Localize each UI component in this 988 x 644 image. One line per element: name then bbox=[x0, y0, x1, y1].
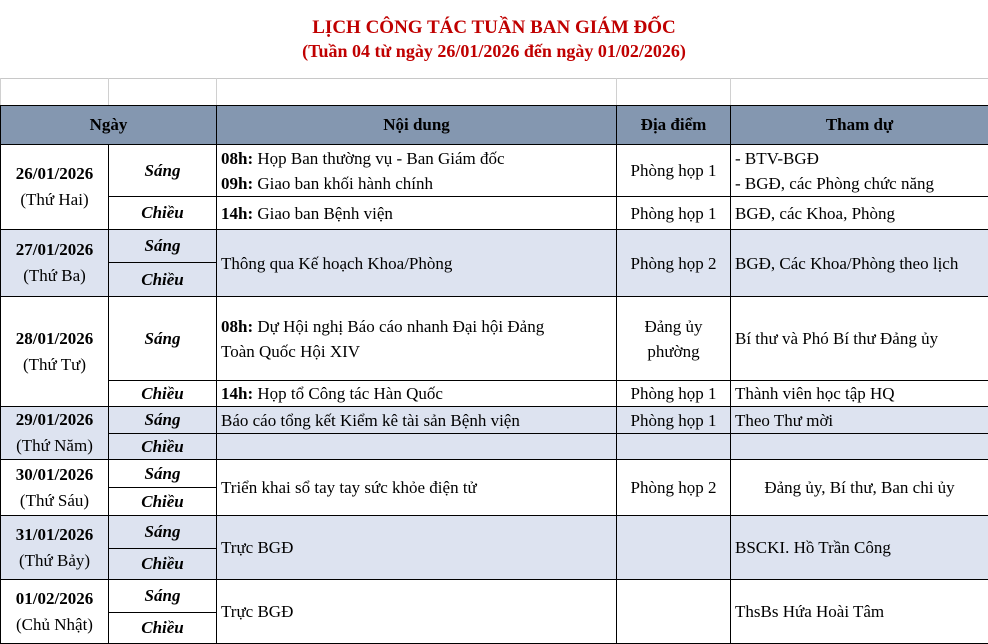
session-morning: Sáng bbox=[109, 230, 217, 263]
location-cell: Phòng họp 2 bbox=[617, 230, 731, 297]
weekday-label: (Thứ Năm) bbox=[16, 436, 93, 455]
attendees-cell: BGĐ, các Khoa, Phòng bbox=[731, 197, 988, 230]
location-cell: Phòng họp 1 bbox=[617, 407, 731, 434]
schedule-subtitle: (Tuần 04 từ ngày 26/01/2026 đến ngày 01/02/2026) bbox=[302, 41, 686, 61]
weekday-label: (Chủ Nhật) bbox=[16, 614, 93, 634]
time-label: 14h: bbox=[221, 384, 254, 403]
date-label: 28/01/2026 bbox=[15, 328, 94, 348]
content-cell: Triển khai sổ tay tay sức khỏe điện tử bbox=[217, 460, 617, 516]
date-cell bbox=[1, 145, 109, 230]
attendees-cell: BSCKI. Hồ Trần Công bbox=[731, 516, 988, 580]
attendees-cell bbox=[731, 434, 988, 460]
attendees-cell: ThsBs Hứa Hoài Tâm bbox=[731, 580, 988, 644]
content-cell bbox=[217, 145, 617, 197]
content-text: Giao ban khối hành chính bbox=[253, 173, 434, 193]
table-row bbox=[1, 297, 988, 381]
session-afternoon: Chiều bbox=[109, 434, 217, 460]
content-cell: Trực BGĐ bbox=[217, 516, 617, 580]
date-cell bbox=[1, 407, 109, 460]
attendees-cell: Bí thư và Phó Bí thư Đảng ủy bbox=[731, 297, 988, 381]
header-day: Ngày bbox=[1, 106, 217, 145]
session-afternoon: Chiều bbox=[109, 613, 217, 644]
location-cell: Phòng họp 1 bbox=[617, 381, 731, 407]
attendees-cell bbox=[731, 145, 988, 197]
location-cell: Phòng họp 1 bbox=[617, 197, 731, 230]
header-location: Địa điểm bbox=[617, 106, 731, 145]
attendees-cell: Đảng ủy, Bí thư, Ban chi ủy bbox=[731, 460, 988, 516]
session-morning: Sáng bbox=[109, 297, 217, 381]
location-cell bbox=[617, 297, 731, 381]
content-text: Họp Ban thường vụ - Ban Giám đốc bbox=[253, 148, 505, 168]
time-label: 14h: bbox=[221, 203, 254, 223]
date-label: 30/01/2026 bbox=[15, 464, 94, 484]
session-morning: Sáng bbox=[109, 145, 217, 197]
session-afternoon: Chiều bbox=[109, 197, 217, 230]
date-label: 01/02/2026 bbox=[15, 588, 94, 608]
date-label: 27/01/2026 bbox=[15, 240, 94, 259]
date-cell bbox=[1, 230, 109, 297]
location-cell bbox=[617, 516, 731, 580]
table-row bbox=[1, 407, 988, 434]
location-cell bbox=[617, 580, 731, 644]
attendee-line: - BTV-BGĐ bbox=[735, 148, 819, 168]
table-row bbox=[1, 516, 988, 549]
content-cell bbox=[217, 381, 617, 407]
time-label: 09h: bbox=[221, 173, 254, 193]
table-row bbox=[1, 145, 988, 197]
location-line: phường bbox=[647, 341, 700, 361]
weekday-label: (Thứ Ba) bbox=[23, 266, 86, 285]
location-line: Đảng ủy bbox=[644, 316, 703, 336]
table-row bbox=[1, 381, 988, 407]
content-cell: Trực BGĐ bbox=[217, 580, 617, 644]
content-text: Họp tổ Công tác Hàn Quốc bbox=[253, 384, 443, 403]
date-label: 29/01/2026 bbox=[15, 410, 94, 429]
session-afternoon: Chiều bbox=[109, 381, 217, 407]
content-cell bbox=[217, 434, 617, 460]
header-attendees: Tham dự bbox=[731, 106, 988, 145]
session-afternoon: Chiều bbox=[109, 263, 217, 297]
attendees-cell: Thành viên học tập HQ bbox=[731, 381, 988, 407]
date-cell bbox=[1, 297, 109, 407]
weekday-label: (Thứ Bảy) bbox=[18, 550, 91, 570]
content-cell bbox=[217, 197, 617, 230]
location-cell: Phòng họp 1 bbox=[617, 145, 731, 197]
time-label: 08h: bbox=[221, 316, 254, 336]
weekday-label: (Thứ Hai) bbox=[20, 190, 89, 209]
session-afternoon: Chiều bbox=[109, 549, 217, 580]
content-text: Giao ban Bệnh viện bbox=[253, 203, 393, 223]
attendees-cell: Theo Thư mời bbox=[731, 407, 988, 434]
attendees-cell: BGĐ, Các Khoa/Phòng theo lịch bbox=[731, 230, 988, 297]
schedule-title: LỊCH CÔNG TÁC TUẦN BAN GIÁM ĐỐC bbox=[312, 17, 676, 38]
date-label: 31/01/2026 bbox=[15, 524, 94, 544]
table-row bbox=[1, 580, 988, 613]
content-text: Dự Hội nghị Báo cáo nhanh Đại hội Đảng bbox=[253, 316, 545, 336]
attendee-line: - BGĐ, các Phòng chức năng bbox=[735, 173, 934, 193]
spacer-row bbox=[0, 78, 988, 105]
content-cell: Báo cáo tổng kết Kiểm kê tài sản Bệnh viện bbox=[217, 407, 617, 434]
session-afternoon: Chiều bbox=[109, 488, 217, 516]
table-row bbox=[1, 434, 988, 460]
table-row bbox=[1, 230, 988, 263]
date-label: 26/01/2026 bbox=[15, 164, 94, 183]
header-row bbox=[1, 106, 988, 145]
date-cell bbox=[1, 580, 109, 644]
header-content: Nội dung bbox=[217, 106, 617, 145]
date-cell bbox=[1, 460, 109, 516]
session-morning: Sáng bbox=[109, 460, 217, 488]
title-block bbox=[0, 0, 988, 79]
content-cell: Thông qua Kế hoạch Khoa/Phòng bbox=[217, 230, 617, 297]
location-cell bbox=[617, 434, 731, 460]
time-label: 08h: bbox=[221, 148, 254, 168]
schedule-table bbox=[0, 105, 988, 644]
content-text: Toàn Quốc Hội XIV bbox=[221, 341, 361, 361]
date-cell bbox=[1, 516, 109, 580]
session-morning: Sáng bbox=[109, 580, 217, 613]
session-morning: Sáng bbox=[109, 407, 217, 434]
session-morning: Sáng bbox=[109, 516, 217, 549]
weekday-label: (Thứ Tư) bbox=[23, 354, 86, 374]
location-cell: Phòng họp 2 bbox=[617, 460, 731, 516]
table-row bbox=[1, 460, 988, 488]
weekday-label: (Thứ Sáu) bbox=[19, 490, 90, 510]
table-row bbox=[1, 197, 988, 230]
content-cell bbox=[217, 297, 617, 381]
